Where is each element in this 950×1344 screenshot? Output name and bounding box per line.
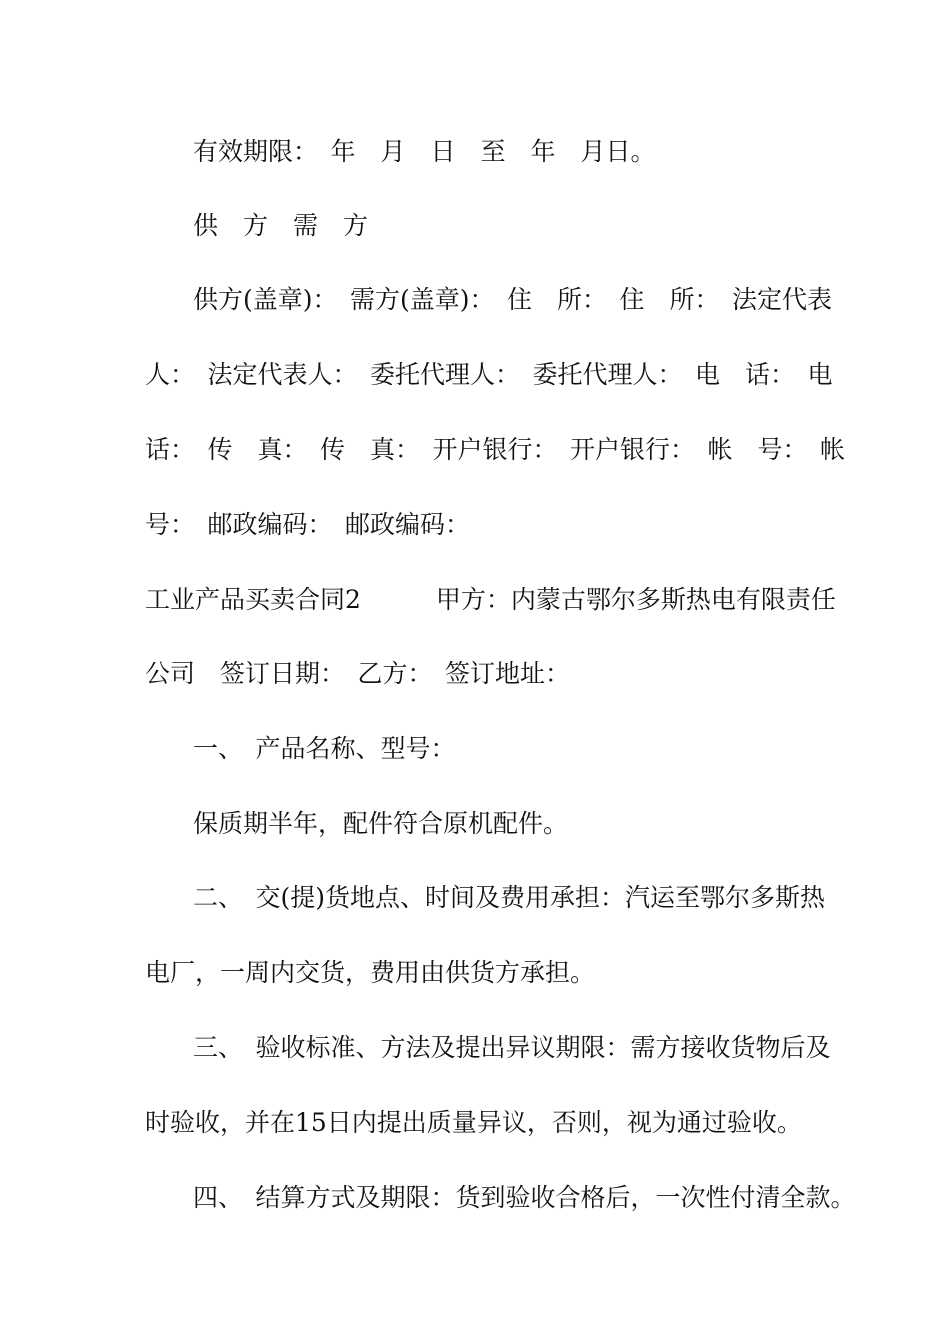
clause-three-line-1: 三、 验收标准、方法及提出异议期限：需方接收货物后及 <box>193 1033 831 1062</box>
clause-four-line: 四、 结算方式及期限：货到验收合格后，一次性付清全款。 <box>193 1183 856 1212</box>
validity-period-line: 有效期限： 年 月 日 至 年 月日。 <box>193 137 656 166</box>
signature-block-line-3: 话： 传 真： 传 真： 开户银行： 开户银行： 帐 号： 帐 <box>145 435 846 464</box>
clause-two-line-1: 二、 交(提)货地点、时间及费用承担：汽运至鄂尔多斯热 <box>193 883 826 912</box>
contract-info-line: 公司 签订日期： 乙方： 签订地址： <box>145 659 571 688</box>
clause-three-line-2: 时验收，并在15日内提出质量异议，否则，视为通过验收。 <box>145 1108 802 1137</box>
signature-block-line-1: 供方(盖章)： 需方(盖章)： 住 所： 住 所： 法定代表 <box>193 285 833 314</box>
warranty-line: 保质期半年，配件符合原机配件。 <box>193 809 569 838</box>
parties-heading-line: 供 方 需 方 <box>193 211 369 240</box>
signature-block-line-2: 人： 法定代表人： 委托代理人： 委托代理人： 电 话： 电 <box>145 360 833 389</box>
clause-two-line-2: 电厂，一周内交货，费用由供货方承担。 <box>145 958 596 987</box>
clause-one-line: 一、 产品名称、型号： <box>193 734 456 763</box>
contract-title-line: 工业产品买卖合同2 甲方：内蒙古鄂尔多斯热电有限责任 <box>145 585 836 614</box>
signature-block-line-4: 号： 邮政编码： 邮政编码： <box>145 510 471 539</box>
